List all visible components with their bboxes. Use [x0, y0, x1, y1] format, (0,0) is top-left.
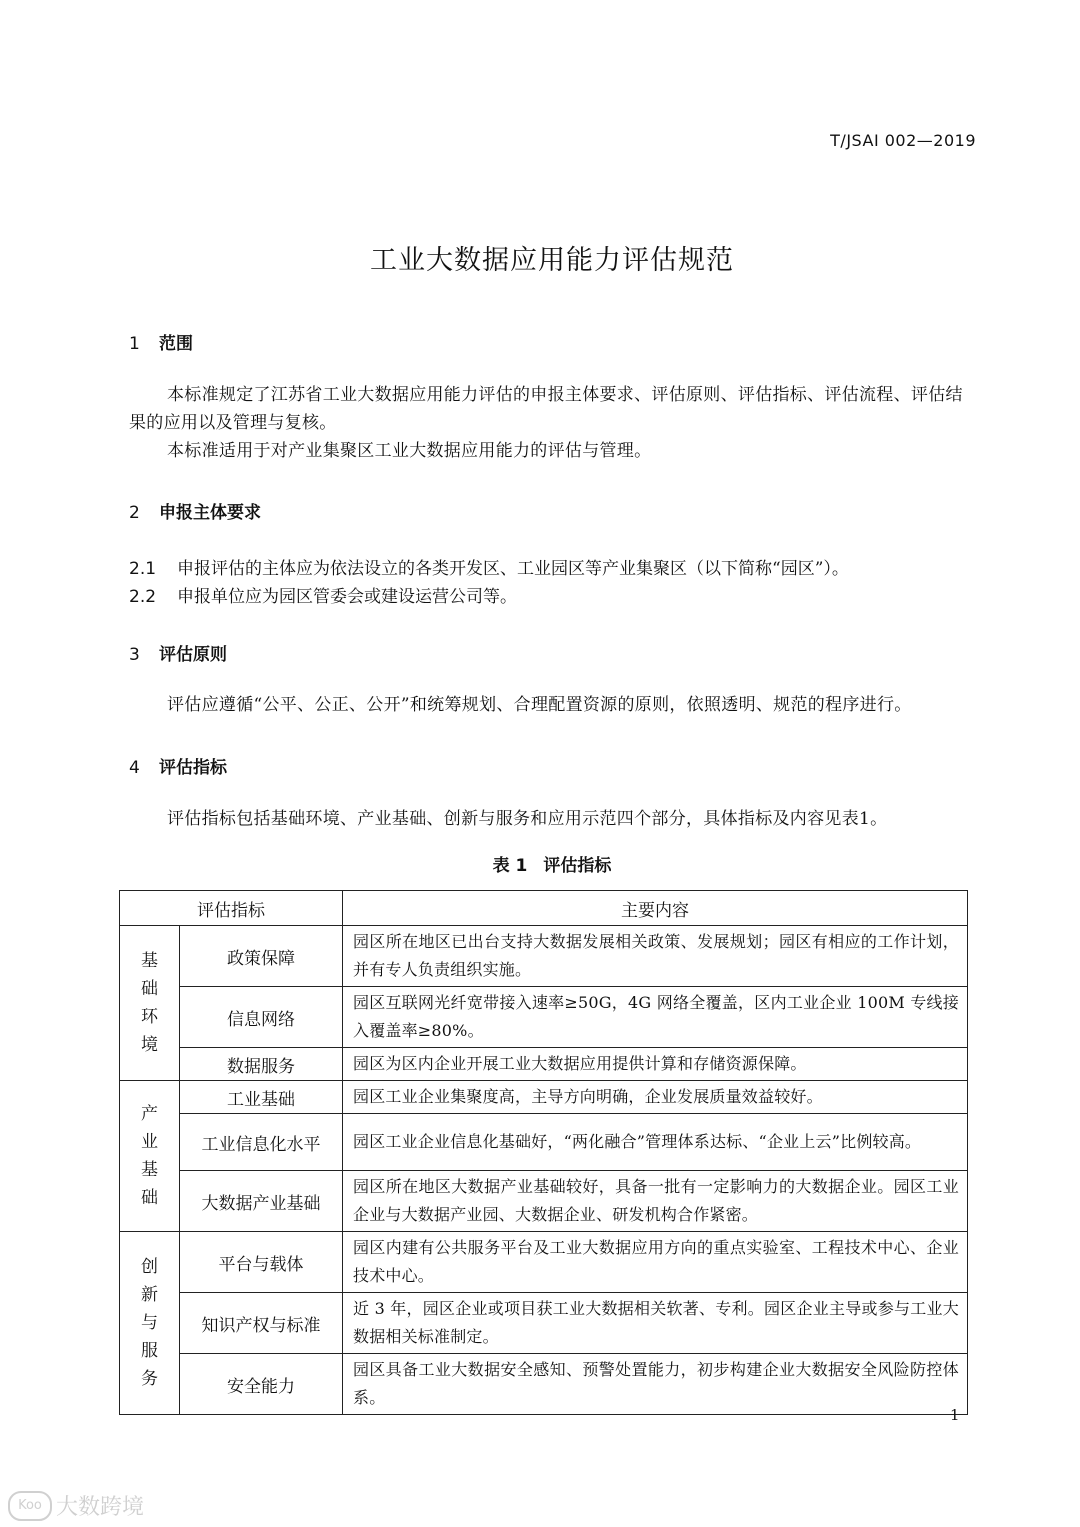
section-title: 申报主体要求 — [159, 503, 261, 523]
table-header-row — [120, 891, 968, 926]
table-row — [120, 1171, 968, 1232]
indicator-cell: 工业信息化水平 — [180, 1114, 343, 1171]
table-caption-title: 评估指标 — [543, 856, 612, 876]
table-caption-number: 表 1 — [492, 856, 528, 876]
indicator-cell: 信息网络 — [180, 987, 343, 1048]
document-title: 工业大数据应用能力评估规范 — [370, 245, 734, 276]
scope-paragraph-2: 本标准适用于对产业集聚区工业大数据应用能力的评估与管理。 — [167, 441, 652, 461]
category-cell — [120, 1081, 180, 1232]
evaluation-indicator-table — [119, 890, 968, 1415]
indicator-cell: 大数据产业基础 — [180, 1171, 343, 1232]
section-title: 范围 — [159, 334, 193, 354]
table-row — [120, 1354, 968, 1415]
header-indicator: 评估指标 — [120, 891, 343, 926]
content-cell: 园区所在地区已出台支持大数据发展相关政策、发展规划；园区有相应的工作计划，并有专人负责组织实施。 — [343, 926, 968, 987]
section-heading-4 — [129, 753, 227, 778]
section-title: 评估指标 — [159, 758, 227, 778]
indicator-cell: 数据服务 — [180, 1048, 343, 1081]
table-row — [120, 926, 968, 987]
category-label: 创 新 与 服 务 — [141, 1257, 158, 1389]
table-row — [120, 1048, 968, 1081]
clause-text: 申报评估的主体应为依法设立的各类开发区、工业园区等产业集聚区（以下简称“园区”）。 — [177, 559, 849, 579]
table-caption — [0, 851, 1080, 876]
scope-paragraph-1: 本标准规定了江苏省工业大数据应用能力评估的申报主体要求、评估原则、评估指标、评估流程、评估结果的应用以及管理与复核。 — [129, 385, 963, 433]
table-row — [120, 1114, 968, 1171]
standard-code: T/JSAI 002—2019 — [830, 131, 976, 150]
content-cell: 园区互联网光纤宽带接入速率≥50G，4G 网络全覆盖，区内工业企业 100M 专线接入覆盖率≥80%。 — [343, 987, 968, 1048]
table-row — [120, 1293, 968, 1354]
watermark-logo-icon: Koo — [8, 1491, 52, 1521]
indicator-cell: 工业基础 — [180, 1081, 343, 1114]
category-label: 产 业 基 础 — [141, 1104, 158, 1208]
clause-number: 2.1 — [129, 559, 157, 579]
indicator-cell: 知识产权与标准 — [180, 1293, 343, 1354]
section-heading-2 — [129, 498, 261, 523]
requirement-clause — [129, 582, 517, 607]
watermark — [8, 1490, 144, 1521]
header-content: 主要内容 — [343, 891, 968, 926]
clause-text: 申报单位应为园区管委会或建设运营公司等。 — [177, 587, 517, 607]
section-number: 3 — [129, 645, 140, 665]
content-cell: 园区工业企业信息化基础好，“两化融合”管理体系达标、“企业上云”比例较高。 — [343, 1114, 968, 1171]
indicator-cell: 安全能力 — [180, 1354, 343, 1415]
table-row — [120, 987, 968, 1048]
principle-paragraph: 评估应遵循“公平、公正、公开”和统筹规划、合理配置资源的原则，依照透明、规范的程序进行。 — [167, 695, 912, 715]
table-row — [120, 1081, 968, 1114]
content-cell: 园区具备工业大数据安全感知、预警处置能力，初步构建企业大数据安全风险防控体系。 — [343, 1354, 968, 1415]
section-heading-1 — [129, 329, 193, 354]
requirement-clause — [129, 554, 849, 579]
content-cell: 近 3 年，园区企业或项目获工业大数据相关软著、专利。园区企业主导或参与工业大数据相关标准制定。 — [343, 1293, 968, 1354]
page-number: 1 — [950, 1406, 960, 1424]
section-heading-3 — [129, 640, 227, 665]
section-number: 1 — [129, 334, 140, 354]
watermark-text: 大数跨境 — [56, 1495, 145, 1520]
section-number: 2 — [129, 503, 140, 523]
section-number: 4 — [129, 758, 140, 778]
indicators-intro: 评估指标包括基础环境、产业基础、创新与服务和应用示范四个部分，具体指标及内容见表1。 — [167, 809, 888, 829]
indicator-cell: 平台与载体 — [180, 1232, 343, 1293]
content-cell: 园区所在地区大数据产业基础较好，具备一批有一定影响力的大数据企业。园区工业企业与大数据产业园、大数据企业、研发机构合作紧密。 — [343, 1171, 968, 1232]
indicator-cell: 政策保障 — [180, 926, 343, 987]
clause-number: 2.2 — [129, 587, 157, 607]
content-cell: 园区工业企业集聚度高，主导方向明确，企业发展质量效益较好。 — [343, 1081, 968, 1114]
table-row — [120, 1232, 968, 1293]
content-cell: 园区为区内企业开展工业大数据应用提供计算和存储资源保障。 — [343, 1048, 968, 1081]
category-cell — [120, 1232, 180, 1415]
section-title: 评估原则 — [159, 645, 227, 665]
category-label: 基 础 环 境 — [141, 951, 158, 1055]
category-cell — [120, 926, 180, 1081]
content-cell: 园区内建有公共服务平台及工业大数据应用方向的重点实验室、工程技术中心、企业技术中心。 — [343, 1232, 968, 1293]
